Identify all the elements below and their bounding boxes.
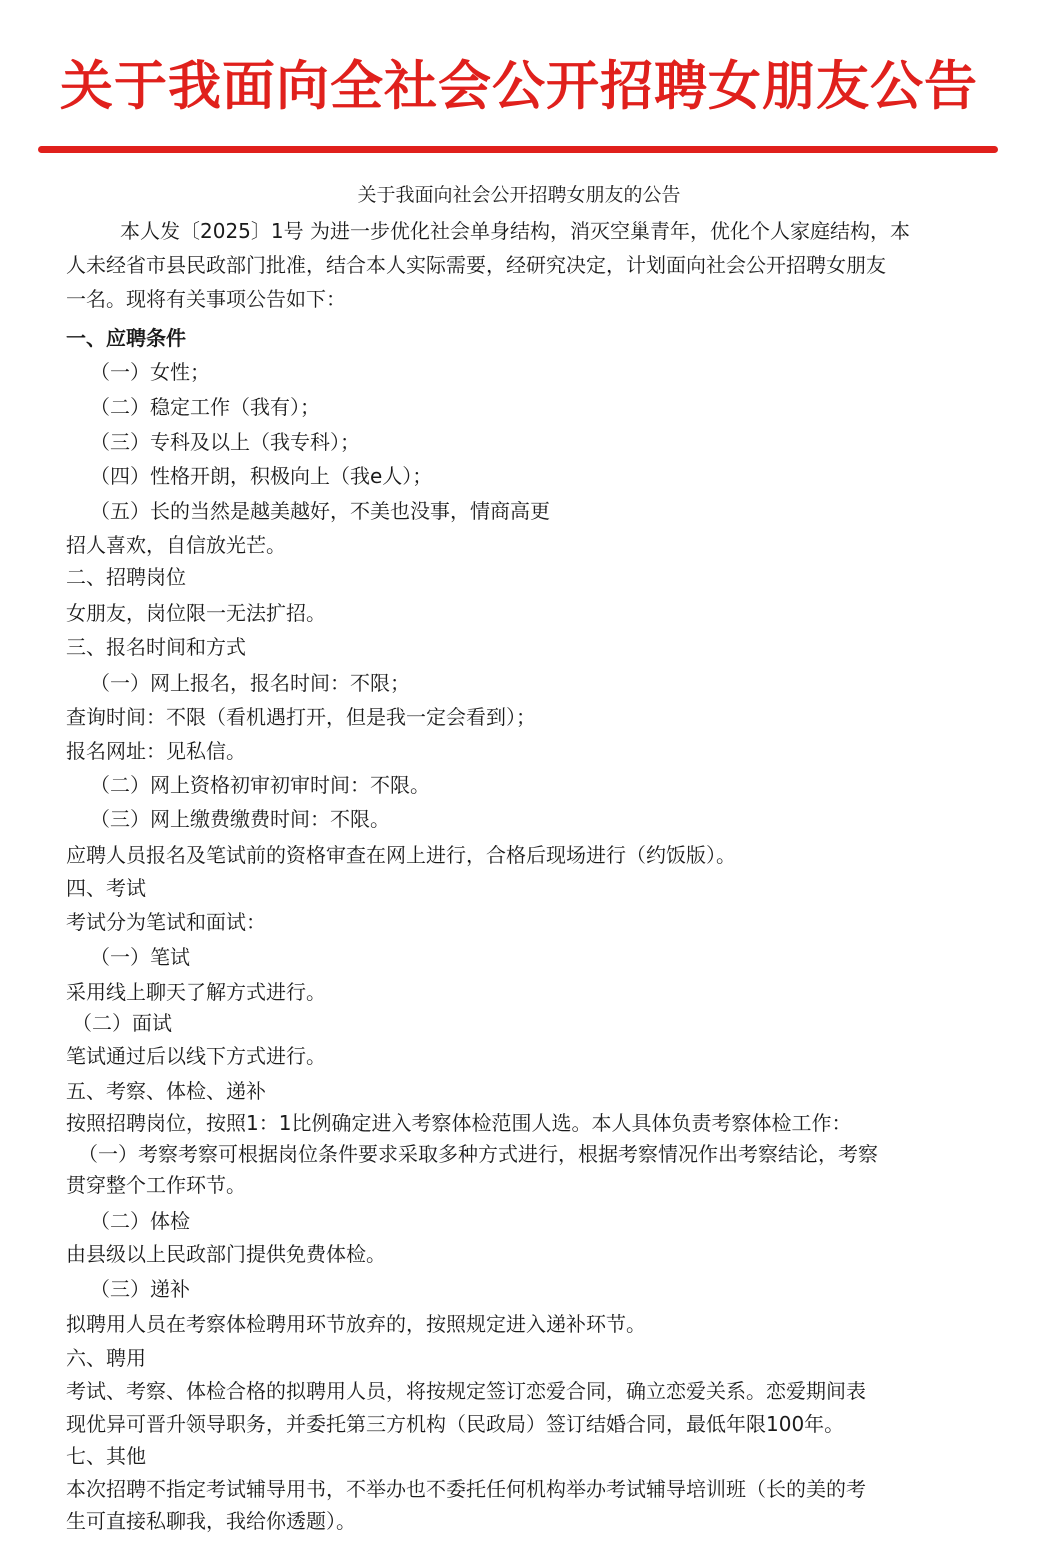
list-item: （三）专科及以上（我专科）； — [90, 430, 360, 454]
list-item: （一）女性； — [90, 360, 210, 384]
paragraph-line: 拟聘用人员在考察体检聘用环节放弃的，按照规定进入递补环节。 — [66, 1312, 646, 1336]
section-heading-7: 七、其他 — [66, 1444, 146, 1468]
list-item: （一）笔试 — [90, 945, 190, 969]
list-item-continuation: 招人喜欢，自信放光芒。 — [66, 533, 286, 557]
section-heading-5: 五、考察、体检、递补 — [66, 1079, 266, 1103]
paragraph-line: 报名网址：见私信。 — [66, 739, 246, 763]
paragraph-line: 考试分为笔试和面试： — [66, 910, 266, 934]
paragraph-line: 考试、考察、体检合格的拟聘用人员，将按规定签订恋爱合同，确立恋爱关系。恋爱期间表 — [66, 1379, 866, 1403]
section-heading-2: 二、招聘岗位 — [66, 565, 186, 589]
paragraph-line: 由县级以上民政部门提供免费体检。 — [66, 1242, 386, 1266]
list-item: （三）递补 — [90, 1277, 190, 1301]
intro-line-1: 本人发〔2025〕1号 为进一步优化社会单身结构，消灭空巢青年，优化个人家庭结构，本 — [120, 219, 910, 243]
section-heading-3: 三、报名时间和方式 — [66, 635, 246, 659]
paragraph-line: 按照招聘岗位，按照1：1比例确定进入考察体检范围人选。本人具体负责考察体检工作： — [66, 1111, 852, 1135]
red-divider — [38, 146, 998, 153]
section-heading-6: 六、聘用 — [66, 1346, 146, 1370]
paragraph-line: 查询时间：不限（看机遇打开，但是我一定会看到）； — [66, 705, 536, 729]
list-item-continuation: 贯穿整个工作环节。 — [66, 1173, 246, 1197]
list-item: （二）体检 — [90, 1209, 190, 1233]
document-subtitle: 关于我面向社会公开招聘女朋友的公告 — [357, 184, 681, 206]
list-item: （二）面试 — [72, 1011, 172, 1035]
paragraph-line: 应聘人员报名及笔试前的资格审查在网上进行，合格后现场进行（约饭版）。 — [66, 843, 736, 867]
list-item: （一）网上报名，报名时间：不限； — [90, 671, 410, 695]
list-item: （二）网上资格初审初审时间：不限。 — [90, 773, 430, 797]
list-item: （二）稳定工作（我有）； — [90, 395, 320, 419]
list-item: （五）长的当然是越美越好，不美也没事，情商高更 — [90, 499, 550, 523]
paragraph-line: 生可直接私聊我，我给你透题）。 — [66, 1509, 356, 1533]
paragraph-line: 现优异可晋升领导职务，并委托第三方机构（民政局）签订结婚合同，最低年限100年。 — [66, 1412, 845, 1436]
list-item: （四）性格开朗，积极向上（我e人）； — [90, 464, 433, 488]
paragraph-line: 女朋友，岗位限一无法扩招。 — [66, 601, 326, 625]
paragraph-line: 笔试通过后以线下方式进行。 — [66, 1044, 326, 1068]
intro-line-2: 人未经省市县民政部门批准，结合本人实际需要，经研究决定，计划面向社会公开招聘女朋友 — [66, 253, 886, 277]
list-item: （三）网上缴费缴费时间：不限。 — [90, 807, 390, 831]
paragraph-line: 本次招聘不指定考试辅导用书，不举办也不委托任何机构举办考试辅导培训班（长的美的考 — [66, 1477, 866, 1501]
section-heading-4: 四、考试 — [66, 876, 146, 900]
headline-title: 关于我面向全社会公开招聘女朋友公告 — [60, 56, 978, 117]
list-item: （一）考察考察可根据岗位条件要求采取多种方式进行，根据考察情况作出考察结论，考察 — [78, 1142, 878, 1166]
intro-line-3: 一名。现将有关事项公告如下： — [66, 287, 346, 311]
section-heading-1: 一、应聘条件 — [66, 326, 186, 350]
paragraph-line: 采用线上聊天了解方式进行。 — [66, 980, 326, 1004]
